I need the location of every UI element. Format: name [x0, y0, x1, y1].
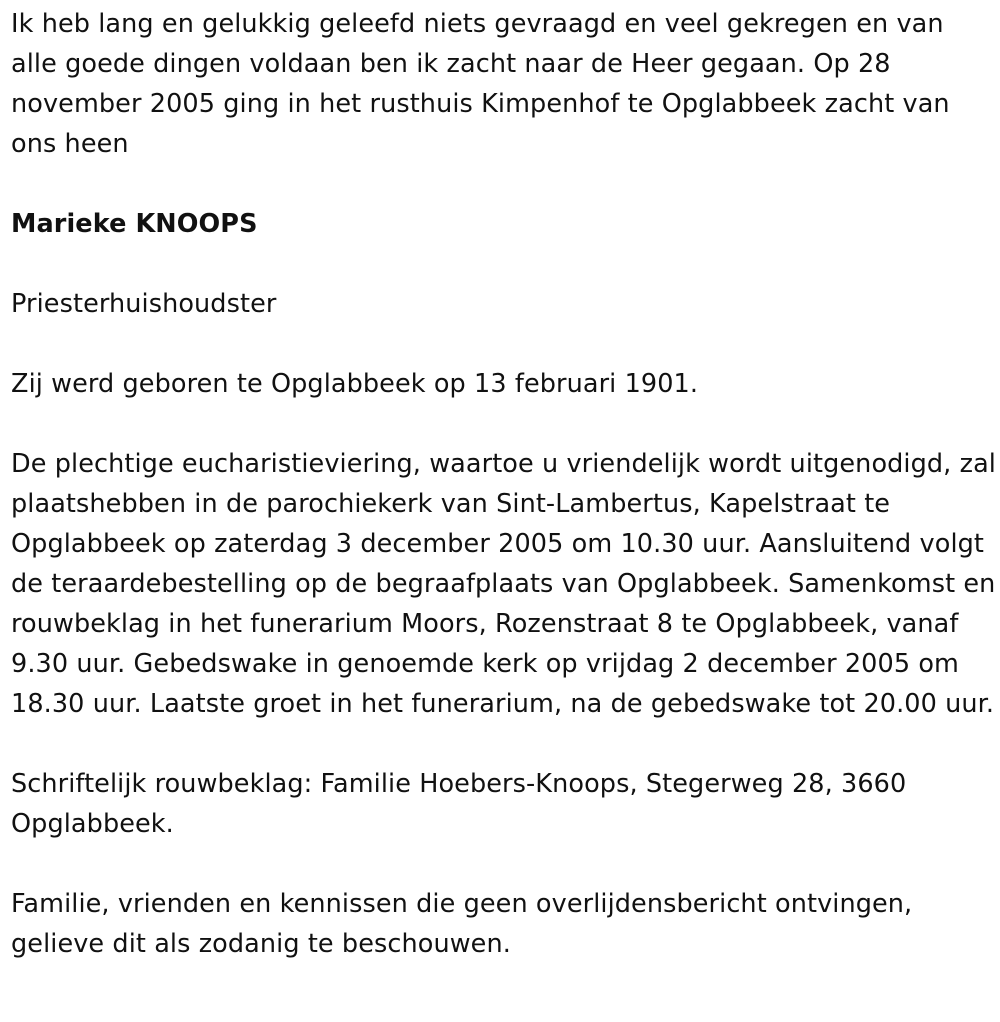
intro-paragraph: Ik heb lang en gelukkig geleefd niets gevraagd en veel gekregen en van alle goede dingen voldaan ben ik zacht naar de Heer gegaan. Op 28 november 2005 ging in het rusthuis Kimpenhof te Opglabbeek zacht van ons heen [11, 9, 950, 159]
ceremony-paragraph: De plechtige eucharistieviering, waartoe u vriendelijk wordt uitgenodigd, zal plaatshebben in de parochiekerk van Sint-Lambertus, Kapelstraat te Opglabbeek op zaterdag 3 december 2005 om 10.30 uur. Aansluitend volgt de teraardebestelling op de begraafplaats van Opglabbeek. Samenkomst en rouwbeklag in het funerarium Moors, Rozenstraat 8 te Opglabbeek, vanaf 9.30 uur. Gebedswake in genoemde kerk op vrijdag 2 december 2005 om 18.30 uur. Laatste groet in het funerarium, na de gebedswake tot 20.00 uur. [11, 449, 996, 719]
notice-paragraph: Familie, vrienden en kennissen die geen overlijdensbericht ontvingen, gelieve dit als zodanig te beschouwen. [11, 889, 913, 959]
condolences-paragraph: Schriftelijk rouwbeklag: Familie Hoebers-Knoops, Stegerweg 28, 3660 Opglabbeek. [11, 769, 907, 839]
deceased-name: Marieke KNOOPS [11, 209, 258, 239]
occupation-text: Priesterhuishoudster [11, 289, 277, 319]
birth-paragraph: Zij werd geboren te Opglabbeek op 13 februari 1901. [11, 369, 699, 399]
obituary-document [11, 4, 996, 964]
